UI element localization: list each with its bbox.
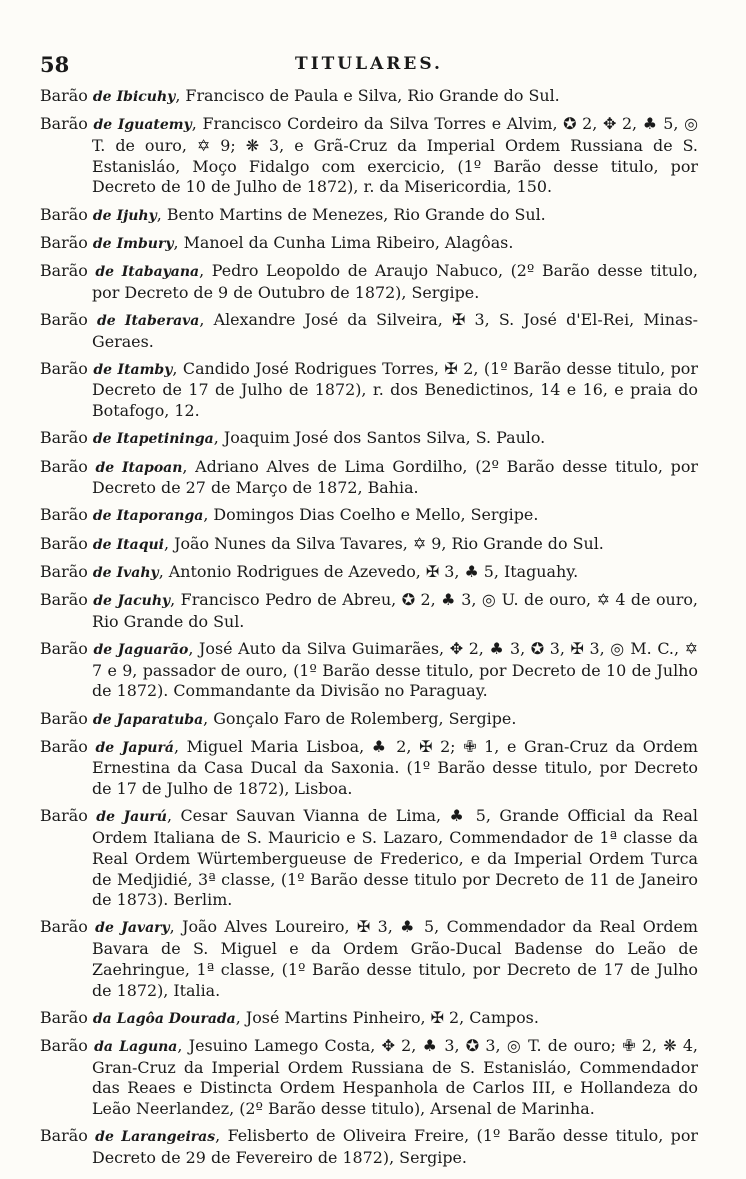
entry-place: Iguatemy xyxy=(117,117,192,134)
entry-place: Itamby xyxy=(117,361,173,378)
entry-title: Barão xyxy=(40,505,88,525)
entry-place: Jaguarão xyxy=(117,641,189,658)
entry-list xyxy=(40,86,698,1169)
entry xyxy=(40,1036,698,1120)
entry xyxy=(40,639,698,702)
entry xyxy=(40,233,698,255)
entry-place: Javary xyxy=(121,920,170,937)
entry-text: , Domingos Dias Coelho e Mello, Sergipe. xyxy=(203,505,539,525)
entry-text: , Adriano Alves de Lima Gordilho, (2º Barão desse titulo, por Decreto de 27 de Março de 1872, Bahia. xyxy=(92,456,698,498)
entry-text: , Jesuino Lamego Costa, ✥ 2, ♣ 3, ✪ 3, ◎ T. de ouro; ✙ 2, ❋ 4, Gran-Cruz da Imperial Ordem Russiana de S. Estanisláo, Commendador das Reaes e Distincta Ordem Hespanhola de Carlos III, e Hollandeza do Leão Neerlandez, (2º Barão desse titulo), Arsenal de Marinha. xyxy=(92,1035,698,1119)
entry xyxy=(40,359,698,422)
entry xyxy=(40,1008,698,1030)
entry-place: Jaurú xyxy=(123,809,167,826)
entry-place: Laguna xyxy=(119,1038,178,1055)
entry-prep: de xyxy=(95,263,115,280)
entry-title: Barão xyxy=(40,708,88,728)
entry-title: Barão xyxy=(40,533,88,553)
entry-text: , Francisco Pedro de Abreu, ✪ 2, ♣ 3, ◎ U. de ouro, ✡ 4 de ouro, Rio Grande do Sul. xyxy=(92,590,698,631)
entry-title: Barão xyxy=(40,428,88,448)
entry xyxy=(40,86,698,108)
entry-title: Barão xyxy=(40,917,88,937)
entry-prep: de xyxy=(92,235,112,252)
entry-prep: de xyxy=(95,920,114,937)
entry-title: Barão xyxy=(40,114,88,134)
entry-title: Barão xyxy=(40,232,88,252)
entry-title: Barão xyxy=(40,590,88,610)
entry-prep: de xyxy=(95,459,115,476)
entry xyxy=(40,114,698,198)
entry-place: Itaqui xyxy=(116,536,164,553)
entry-text: , João Nunes da Silva Tavares, ✡ 9, Rio Grande do Sul. xyxy=(164,533,604,553)
entry-prep: de xyxy=(93,117,113,134)
entry-title: Barão xyxy=(40,358,88,378)
entry xyxy=(40,737,698,800)
entry xyxy=(40,428,698,450)
entry xyxy=(40,261,698,303)
entry-place: Itaporanga xyxy=(116,508,204,525)
entry xyxy=(40,457,698,499)
entry-prep: de xyxy=(92,207,112,224)
entry xyxy=(40,1126,698,1168)
entry-place: Itapoan xyxy=(121,459,183,476)
entry-place: Itaberava xyxy=(124,312,200,329)
entry xyxy=(40,917,698,1001)
entry-text: , Candido José Rodrigues Torres, ✠ 2, (1º Barão desse titulo, por Decreto de 17 de Julho de 1872), r. dos Benedictinos, 14 e 16, e praia do Botafogo, 12. xyxy=(92,358,698,421)
entry-title: Barão xyxy=(40,736,88,756)
entry-place: Japurá xyxy=(121,739,174,756)
entry-text: , Francisco Cordeiro da Silva Torres e Alvim, ✪ 2, ✥ 2, ♣ 5, ◎ T. de ouro, ✡ 9; ❋ 3, e Grã-Cruz da Imperial Ordem Russiana de S. Estanisláo, Moço Fidalgo com exercicio, (1º Barão desse titulo, por Decreto de 10 de Julho de 1872), r. da Misericordia, 150. xyxy=(92,114,698,197)
entry-prep: de xyxy=(92,508,112,525)
entry-text: , Pedro Leopoldo de Araujo Nabuco, (2º Barão desse titulo, por Decreto de 9 de Outubro de 1872), Sergipe. xyxy=(92,260,698,302)
entry xyxy=(40,534,698,556)
entry xyxy=(40,590,698,632)
entry-title: Barão xyxy=(40,309,88,329)
entry-prep: de xyxy=(95,1129,114,1146)
entry-prep: de xyxy=(92,711,112,728)
entry-text: , José Martins Pinheiro, ✠ 2, Campos. xyxy=(235,1007,539,1027)
entry-text: , Felisberto de Oliveira Freire, (1º Barão desse titulo, por Decreto de 29 de Fevereiro de 1872), Sergipe. xyxy=(92,1126,698,1167)
page-number: 58 xyxy=(40,52,70,77)
entry xyxy=(40,205,698,227)
entry-text: , José Auto da Silva Guimarães, ✥ 2, ♣ 3, ✪ 3, ✠ 3, ◎ M. C., ✡ 7 e 9, passador de ouro, (1º Barão desse titulo, por Decreto de 10 de Julho de 1872). Commandante da Divisão no Paraguay. xyxy=(92,638,698,701)
entry-title: Barão xyxy=(40,638,88,658)
entry-prep: de xyxy=(92,89,112,105)
entry xyxy=(40,562,698,584)
entry-place: Lagôa Dourada xyxy=(116,1010,236,1027)
entry-title: Barão xyxy=(40,86,88,105)
entry-title: Barão xyxy=(40,806,88,826)
entry-text: , Antonio Rodrigues de Azevedo, ✠ 3, ♣ 5, Itaguahy. xyxy=(158,561,579,581)
entry xyxy=(40,709,698,731)
entry-title: Barão xyxy=(40,1007,88,1027)
entry-place: Ijuhy xyxy=(116,207,157,224)
entry-place: Itabayana xyxy=(121,263,200,280)
entry xyxy=(40,806,698,911)
entry-text: , Alexandre José da Silveira, ✠ 3, S. José d'El-Rei, Minas-Geraes. xyxy=(92,309,698,351)
entry-prep: de xyxy=(95,739,115,756)
entry-prep: de xyxy=(92,431,112,448)
entry-place: Itapetininga xyxy=(116,431,214,448)
entry-title: Barão xyxy=(40,1035,88,1055)
entry-prep: de xyxy=(96,809,115,826)
entry-text: , Francisco de Paula e Silva, Rio Grande do Sul. xyxy=(175,86,560,105)
running-head: TITULARES. xyxy=(295,54,443,74)
entry-prep: de xyxy=(97,312,116,329)
entry-place: Japaratuba xyxy=(116,711,204,728)
entry-place: Larangeiras xyxy=(121,1129,216,1146)
entry-title: Barão xyxy=(40,561,88,581)
entry-text: , João Alves Loureiro, ✠ 3, ♣ 5, Commendador da Real Ordem Bavara de S. Miguel e da Ordem Grão-Ducal Badense do Leão de Zaehringue, 1ª classe, (1º Barão desse titulo, por Decreto de 17 de Julho de 1872), Italia. xyxy=(92,917,698,1000)
entry-prep: de xyxy=(93,593,112,610)
entry-text: , Cesar Sauvan Vianna de Lima, ♣ 5, Grande Official da Real Ordem Italiana de S. Mauricio e S. Lazaro, Commendador de 1ª classe da Real Ordem Würtembergueuse de Frederico, e da Imperial Ordem Turca de Medjidié, 3ª classe, (1º Barão desse titulo por Decreto de 11 de Janeiro de 1873). Berlim. xyxy=(92,806,698,910)
entry-title: Barão xyxy=(40,456,88,476)
entry-place: Jacuhy xyxy=(117,593,171,610)
page-header xyxy=(40,52,698,86)
entry-prep: de xyxy=(92,564,112,581)
entry-prep: da xyxy=(92,1010,112,1027)
entry-title: Barão xyxy=(40,260,88,280)
entry-prep: de xyxy=(93,361,113,378)
entry-title: Barão xyxy=(40,204,88,224)
entry-prep: da xyxy=(94,1038,113,1055)
entry-prep: de xyxy=(92,536,112,553)
entry-place: Imbury xyxy=(116,235,174,252)
entry xyxy=(40,310,698,352)
entry-place: Ibicuhy xyxy=(116,89,176,105)
entry-text: , Joaquim José dos Santos Silva, S. Paulo. xyxy=(213,428,546,448)
entry-title: Barão xyxy=(40,1126,88,1146)
entry-prep: de xyxy=(93,641,113,658)
entry-text: , Manoel da Cunha Lima Ribeiro, Alagôas. xyxy=(173,232,514,252)
entry-text: , Bento Martins de Menezes, Rio Grande do Sul. xyxy=(156,204,546,224)
entry-text: , Miguel Maria Lisboa, ♣ 2, ✠ 2; ✙ 1, e Gran-Cruz da Ordem Ernestina da Casa Ducal da Saxonia. (1º Barão desse titulo, por Decreto de 17 de Julho de 1872), Lisboa. xyxy=(92,736,698,799)
entry-text: , Gonçalo Faro de Rolemberg, Sergipe. xyxy=(203,708,517,728)
entry xyxy=(40,505,698,527)
entry-place: Ivahy xyxy=(116,564,159,581)
